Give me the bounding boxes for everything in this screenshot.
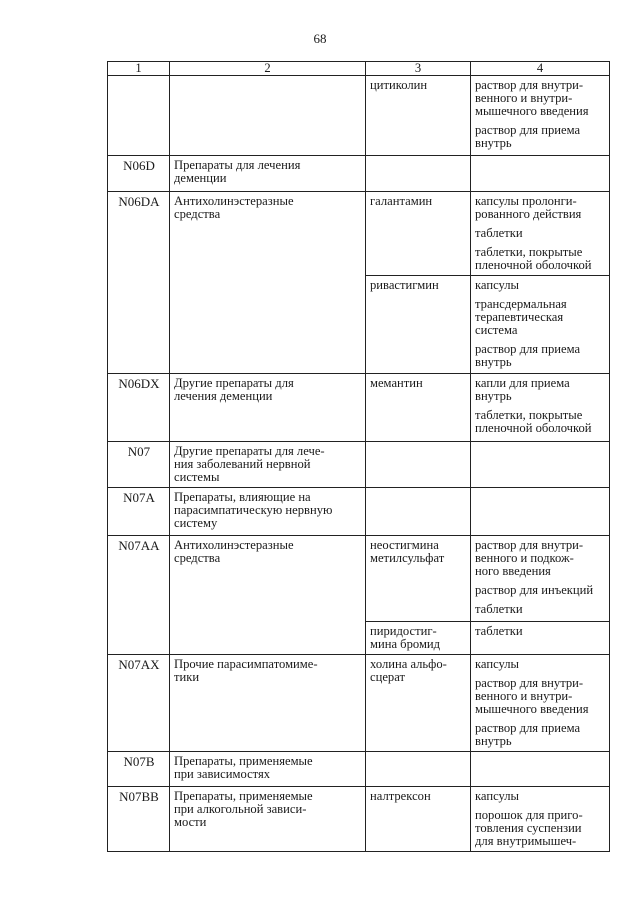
dosage-form-item — [475, 124, 606, 150]
dosage-form-line: мышечного введения — [475, 104, 589, 118]
dosage-forms-cell — [471, 192, 610, 276]
group-name-line: парасимпатическую нервную — [174, 503, 333, 517]
atc-code-cell: N07AX — [108, 655, 170, 752]
group-name-cell — [170, 76, 366, 156]
dosage-form-line: порошок для приго- — [475, 808, 583, 822]
dosage-forms-cell — [471, 488, 610, 536]
page-number: 68 — [313, 31, 327, 46]
dosage-form-line: капсулы — [475, 657, 520, 671]
dosage-form-line: венного и подкож- — [475, 551, 574, 565]
atc-code-cell — [108, 76, 170, 156]
dosage-form-line: товления суспензии — [475, 821, 582, 835]
dosage-form-line: внутрь — [475, 355, 512, 369]
group-name-cell — [170, 488, 366, 536]
dosage-form-line: капли для приема — [475, 376, 570, 390]
dosage-form-line: для внутримышеч- — [475, 834, 577, 848]
dosage-form-line: таблетки — [475, 602, 523, 616]
dosage-form-line: пленочной оболочкой — [475, 258, 592, 272]
table-row — [108, 655, 610, 752]
drug-table — [107, 61, 610, 852]
dosage-form-line: капсулы — [475, 789, 520, 803]
dosage-forms-cell — [471, 655, 610, 752]
dosage-form-item — [475, 298, 606, 337]
table-row — [108, 488, 610, 536]
table-row — [108, 76, 610, 156]
group-name-cell — [170, 192, 366, 374]
dosage-form-item — [475, 343, 606, 369]
dosage-forms-cell — [471, 374, 610, 442]
drug-name-cell — [366, 156, 471, 192]
atc-code-cell: N07B — [108, 752, 170, 787]
dosage-form-line: венного и внутри- — [475, 91, 573, 105]
dosage-form-line: мышечного введения — [475, 702, 589, 716]
group-name-line: систему — [174, 516, 218, 530]
table-row — [108, 442, 610, 488]
table-row — [108, 374, 610, 442]
drug-name-cell — [366, 276, 471, 374]
dosage-form-item — [475, 246, 606, 272]
atc-code-cell: N07A — [108, 488, 170, 536]
drug-name-cell — [366, 76, 471, 156]
group-name-line: лечения деменции — [174, 389, 273, 403]
drug-name-cell — [366, 655, 471, 752]
dosage-form-line: таблетки — [475, 226, 523, 240]
atc-code-cell: N06DA — [108, 192, 170, 374]
drug-name-line: мемантин — [370, 376, 423, 390]
drug-name-line: пиридостиг- — [370, 624, 437, 638]
group-name-cell — [170, 787, 366, 852]
dosage-form-line: раствор для инъекций — [475, 583, 594, 597]
group-name-cell — [170, 655, 366, 752]
group-name-cell — [170, 156, 366, 192]
dosage-form-item — [475, 790, 606, 803]
drug-name-line: неостигмина — [370, 538, 439, 552]
group-name-cell — [170, 536, 366, 655]
table-body — [108, 76, 610, 852]
dosage-form-line: система — [475, 323, 518, 337]
group-name-line: Антихолинэстеразные — [174, 194, 294, 208]
drug-name-line: налтрексон — [370, 789, 431, 803]
atc-code-cell: N07AA — [108, 536, 170, 655]
atc-code-cell: N06D — [108, 156, 170, 192]
header-row — [108, 62, 610, 76]
group-name-line: Препараты, применяемые — [174, 754, 313, 768]
dosage-form-line: внутрь — [475, 734, 512, 748]
group-name-cell — [170, 374, 366, 442]
drug-name-line: метилсульфат — [370, 551, 445, 565]
dosage-form-line: внутрь — [475, 136, 512, 150]
dosage-form-line: раствор для приема — [475, 123, 581, 137]
dosage-form-line: ного введения — [475, 564, 551, 578]
drug-name-cell — [366, 374, 471, 442]
dosage-form-line: раствор для приема — [475, 342, 581, 356]
group-name-line: Другие препараты для — [174, 376, 294, 390]
drug-name-line: сцерат — [370, 670, 405, 684]
drug-name-line: ривастигмин — [370, 278, 439, 292]
dosage-forms-cell — [471, 787, 610, 852]
drug-name-cell — [366, 442, 471, 488]
dosage-form-item — [475, 658, 606, 671]
group-name-line: при алкогольной зависи- — [174, 802, 307, 816]
dosage-form-line: раствор для приема — [475, 721, 581, 735]
dosage-forms-cell — [471, 442, 610, 488]
dosage-form-line: раствор для внутри- — [475, 676, 584, 690]
dosage-forms-cell — [471, 156, 610, 192]
dosage-form-item — [475, 377, 606, 403]
group-name-line: тики — [174, 670, 200, 684]
group-name-cell — [170, 442, 366, 488]
dosage-form-item — [475, 279, 606, 292]
dosage-form-line: рованного действия — [475, 207, 582, 221]
atc-code-cell: N06DX — [108, 374, 170, 442]
group-name-line: Антихолинэстеразные — [174, 538, 294, 552]
group-name-line: ния заболеваний нервной — [174, 457, 311, 471]
dosage-forms-cell — [471, 276, 610, 374]
drug-name-line: холина альфо- — [370, 657, 447, 671]
dosage-form-line: внутрь — [475, 389, 512, 403]
table-row — [108, 752, 610, 787]
dosage-form-line: капсулы — [475, 278, 520, 292]
drug-name-cell — [366, 752, 471, 787]
drug-name-cell — [366, 787, 471, 852]
group-name-line: Препараты для лечения — [174, 158, 301, 172]
group-name-line: Препараты, влияющие на — [174, 490, 311, 504]
group-name-line: при зависимостях — [174, 767, 271, 781]
drug-name-cell — [366, 488, 471, 536]
group-name-line: Препараты, применяемые — [174, 789, 313, 803]
dosage-form-line: капсулы пролонги- — [475, 194, 577, 208]
dosage-form-line: венного и внутри- — [475, 689, 573, 703]
dosage-form-line: пленочной оболочкой — [475, 421, 592, 435]
dosage-form-line: трансдермальная — [475, 297, 567, 311]
header-col-1: 1 — [108, 62, 170, 76]
dosage-form-item — [475, 677, 606, 716]
atc-code-cell: N07BB — [108, 787, 170, 852]
header-col-2: 2 — [170, 62, 366, 76]
dosage-form-item — [475, 584, 606, 597]
dosage-form-item — [475, 603, 606, 616]
dosage-form-line: терапевтическая — [475, 310, 564, 324]
dosage-form-line: раствор для внутри- — [475, 78, 584, 92]
dosage-forms-cell — [471, 622, 610, 655]
group-name-line: средства — [174, 551, 221, 565]
header-col-4: 4 — [471, 62, 610, 76]
group-name-line: средства — [174, 207, 221, 221]
table-row — [108, 787, 610, 852]
dosage-form-line: таблетки — [475, 624, 523, 638]
table-row — [108, 536, 610, 622]
drug-name-line: мина бромид — [370, 637, 441, 651]
dosage-form-line: раствор для внутри- — [475, 538, 584, 552]
atc-code-cell: N07 — [108, 442, 170, 488]
drug-name-cell — [366, 192, 471, 276]
header-col-3: 3 — [366, 62, 471, 76]
dosage-form-item — [475, 539, 606, 578]
table-row — [108, 192, 610, 276]
dosage-form-item — [475, 409, 606, 435]
dosage-forms-cell — [471, 752, 610, 787]
dosage-form-item — [475, 227, 606, 240]
group-name-cell — [170, 752, 366, 787]
dosage-form-item — [475, 195, 606, 221]
dosage-form-item — [475, 809, 606, 848]
dosage-forms-cell — [471, 536, 610, 622]
dosage-form-item — [475, 625, 606, 638]
dosage-form-item — [475, 79, 606, 118]
group-name-line: мости — [174, 815, 207, 829]
group-name-line: деменции — [174, 171, 227, 185]
dosage-form-item — [475, 722, 606, 748]
dosage-form-line: таблетки, покрытые — [475, 245, 583, 259]
table-row — [108, 156, 610, 192]
dosage-form-line: таблетки, покрытые — [475, 408, 583, 422]
drug-name-line: галантамин — [370, 194, 433, 208]
drug-name-cell — [366, 536, 471, 622]
group-name-line: Прочие парасимпатомиме- — [174, 657, 318, 671]
drug-name-line: цитиколин — [370, 78, 428, 92]
dosage-forms-cell — [471, 76, 610, 156]
group-name-line: системы — [174, 470, 220, 484]
drug-name-cell — [366, 622, 471, 655]
group-name-line: Другие препараты для лече- — [174, 444, 325, 458]
